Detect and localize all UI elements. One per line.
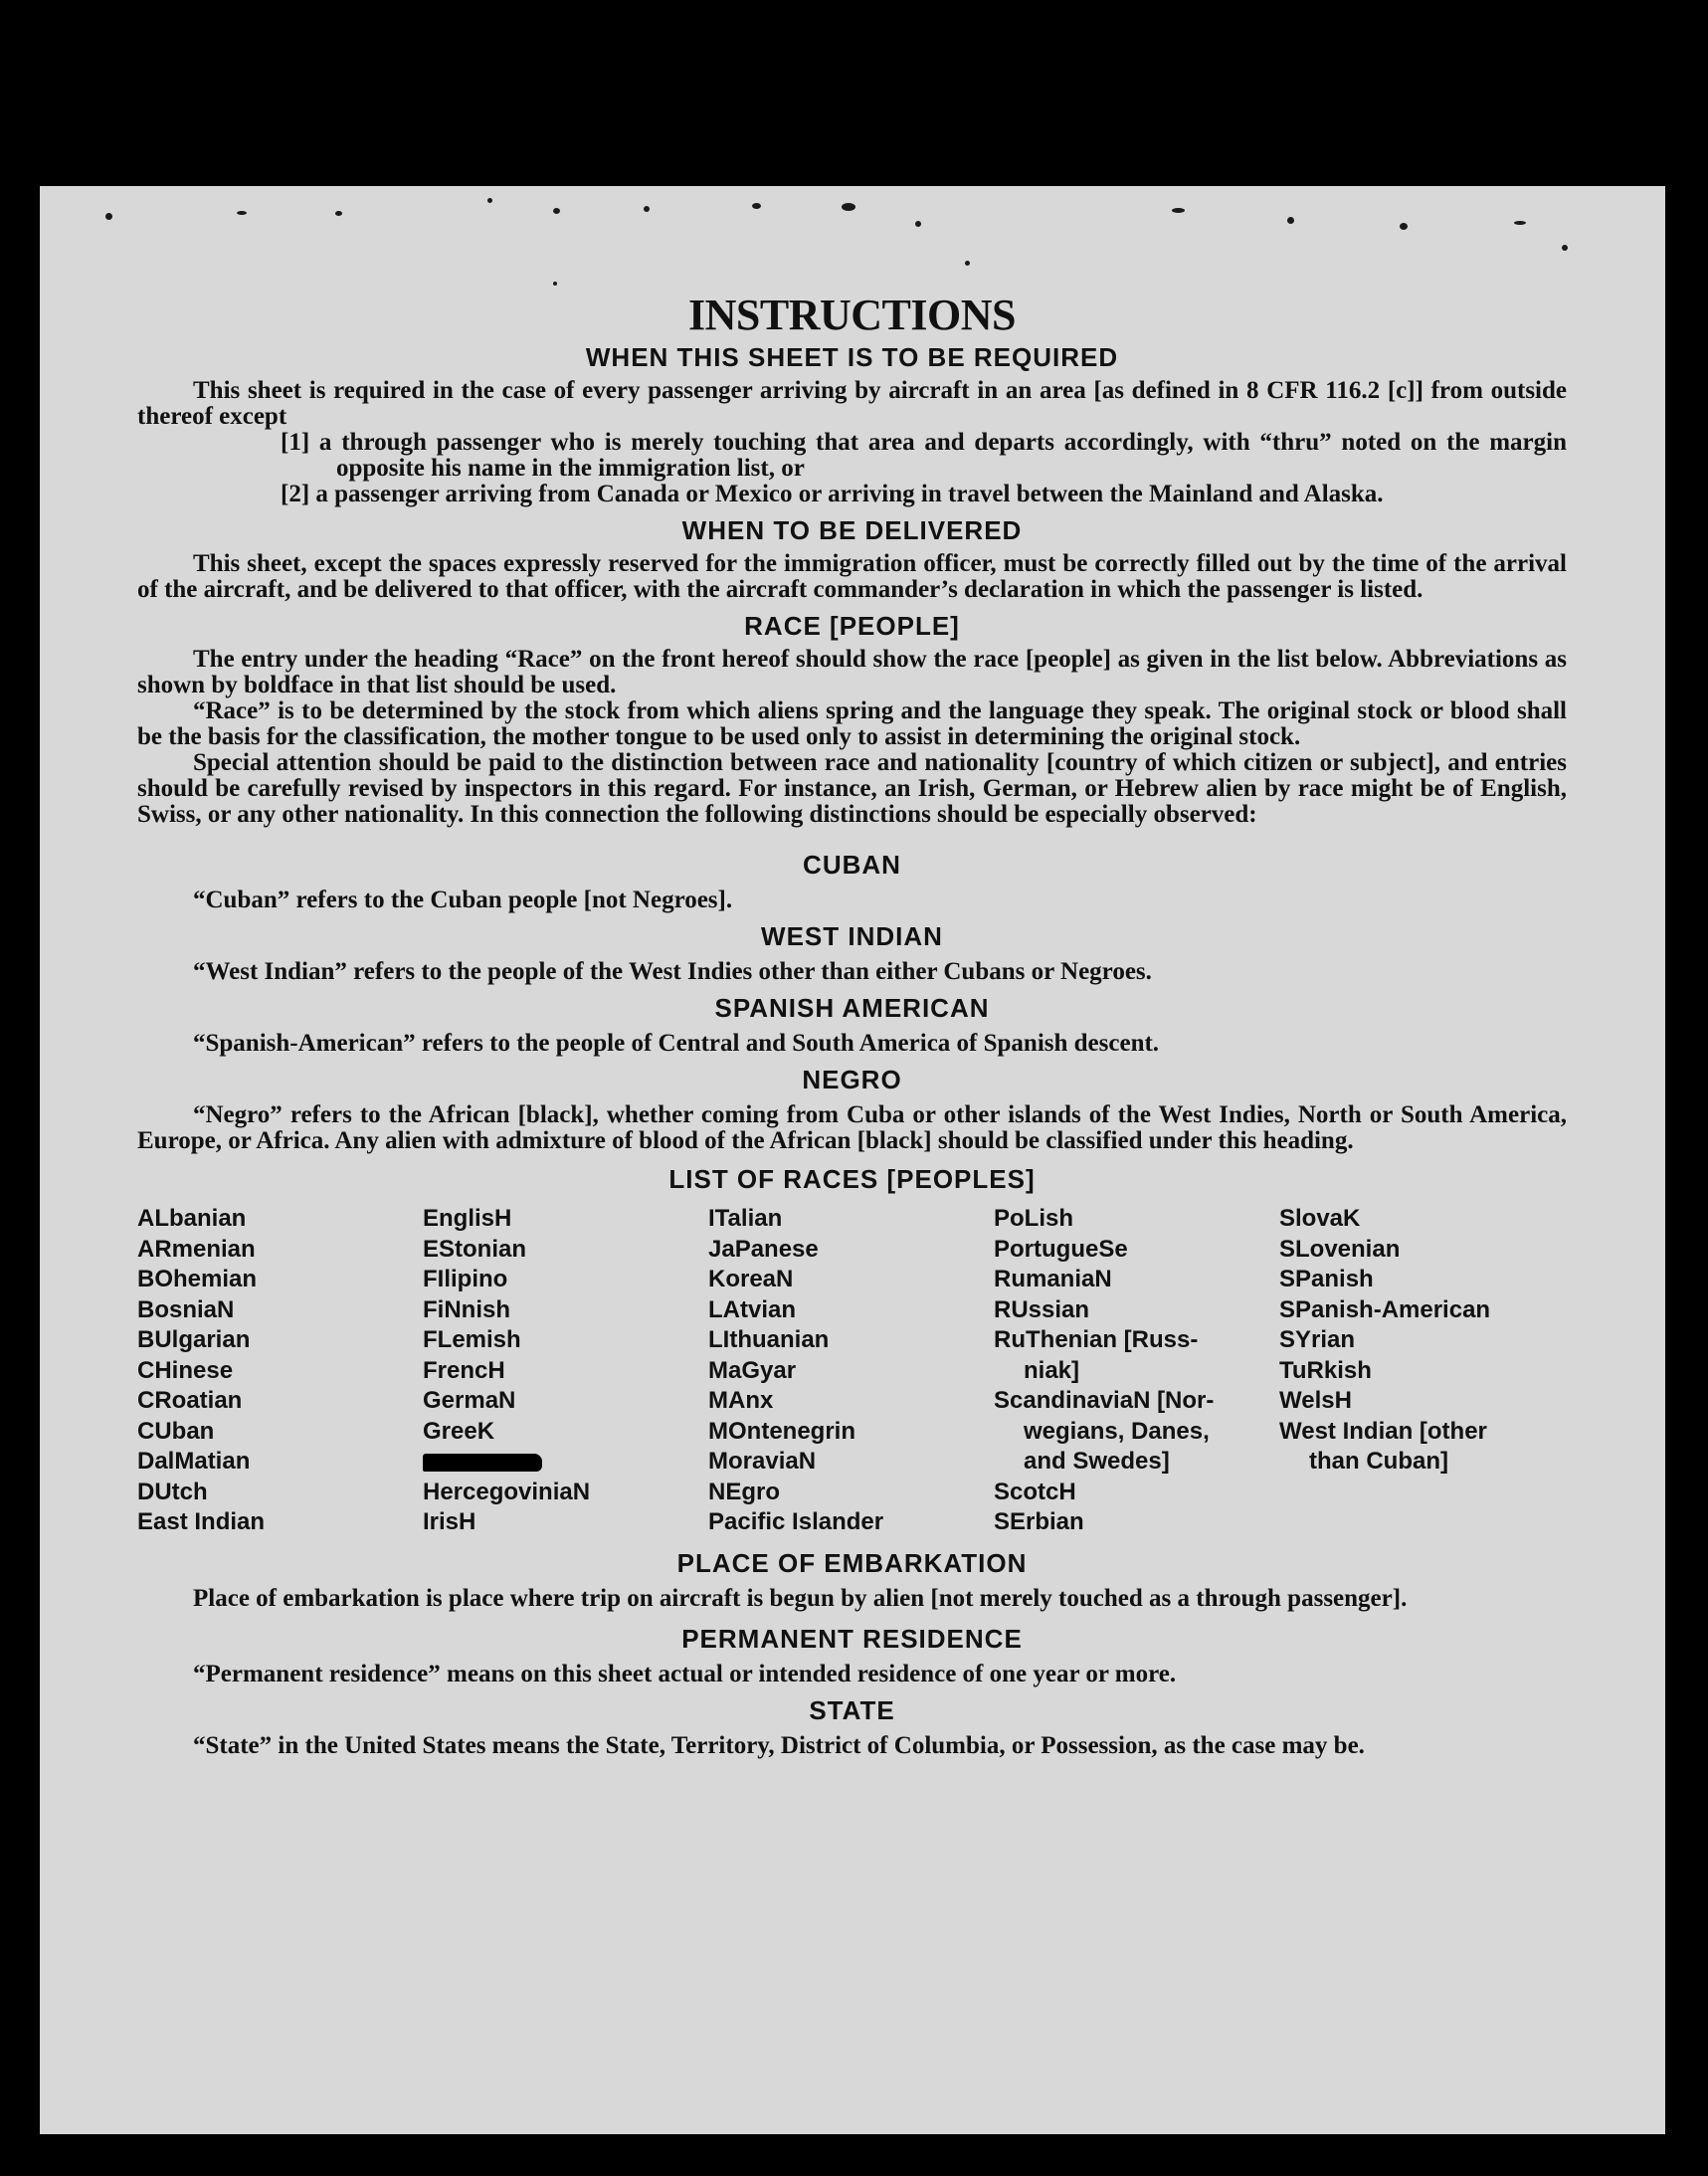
instructions-content <box>137 291 1567 1759</box>
race-item: IrisH <box>423 1508 476 1535</box>
race-item: ALbanian <box>137 1205 247 1232</box>
race-item: ITalian <box>708 1205 783 1232</box>
race-item: PortugueSe <box>994 1235 1128 1263</box>
residence-paragraph: “Permanent residence” means on this sheet actual or intended residence of one year or more. <box>193 1660 1177 1687</box>
race-paragraph-1: The entry under the heading “Race” on the front hereof should show the race [people] as given in the list below. Abbreviations as shown by boldface in that list should be used. <box>137 646 1567 698</box>
race-item-continued: and Swedes] <box>1024 1448 1170 1475</box>
speck <box>1172 208 1185 213</box>
required-item-2: [2] a passenger arriving from Canada or Mexico or arriving in travel between the Mainland and Alaska. <box>281 481 1384 507</box>
race-item: NEgro <box>708 1478 780 1505</box>
speck <box>965 261 970 266</box>
races-table <box>137 1204 1567 1538</box>
document-sheet <box>40 186 1665 2134</box>
race-item: SlovaK <box>1279 1205 1361 1232</box>
section-heading-residence: PERMANENT RESIDENCE <box>681 1623 1023 1654</box>
race-item: LIthuanian <box>708 1326 830 1353</box>
race-item: FIlipino <box>423 1266 508 1292</box>
race-item: DalMatian <box>137 1448 251 1475</box>
speck <box>915 221 921 227</box>
delivered-paragraph: This sheet, except the spaces expressly reserved for the immigration officer, must be correctly filled out by the time of the arrival of the aircraft, and be delivered to that officer, with the aircraft commander’s declaration in which the passenger is listed. <box>137 550 1567 603</box>
speck <box>487 198 492 203</box>
section-heading-state: STATE <box>809 1694 895 1725</box>
race-item: RUssian <box>994 1295 1090 1323</box>
required-intro: This sheet is required in the case of every passenger arriving by aircraft in an area [as defined in 8 CFR 116.2 [c]] from outside thereof except <box>137 377 1567 430</box>
race-item: EnglisH <box>423 1205 512 1232</box>
speck <box>1562 245 1568 251</box>
race-paragraph-2: “Race” is to be determined by the stock from which aliens spring and the language they speak. The original stock or blood shall be the basis for the classification, the mother tongue to be used only to assist in determining the original stock. <box>137 697 1567 750</box>
cuban-paragraph: “Cuban” refers to the Cuban people [not Negroes]. <box>193 887 733 913</box>
race-item: SYrian <box>1279 1326 1356 1353</box>
race-item: FLemish <box>423 1326 521 1353</box>
race-item-continued: wegians, Danes, <box>1024 1417 1210 1445</box>
speck <box>1400 223 1408 230</box>
race-item: East Indian <box>137 1508 266 1535</box>
race-item: KoreaN <box>708 1266 794 1292</box>
state-paragraph: “State” in the United States means the State, Territory, District of Columbia, or Possession, as the case may be. <box>193 1731 1365 1759</box>
race-item: MoraviaN <box>708 1448 817 1475</box>
speck <box>842 203 855 211</box>
redacted-race-item <box>423 1447 708 1478</box>
race-item: GermaN <box>423 1387 516 1414</box>
speck <box>644 206 650 212</box>
section-heading-embarkation: PLACE OF EMBARKATION <box>676 1547 1028 1578</box>
speck <box>105 213 112 220</box>
race-item: GreeK <box>423 1417 495 1445</box>
race-item: FrencH <box>423 1356 505 1384</box>
races-column-1 <box>137 1204 423 1538</box>
section-heading-required: WHEN THIS SHEET IS TO BE REQUIRED <box>585 342 1119 372</box>
race-item: West Indian [other <box>1279 1417 1487 1445</box>
race-item-continued: than Cuban] <box>1309 1448 1448 1475</box>
speck <box>237 211 247 215</box>
race-item: BosniaN <box>137 1295 235 1323</box>
race-item: ScotcH <box>994 1478 1076 1505</box>
race-item: CRoatian <box>137 1387 243 1414</box>
races-column-5 <box>1279 1204 1567 1538</box>
race-item: BUlgarian <box>137 1326 251 1353</box>
speck <box>553 208 560 214</box>
race-item: TuRkish <box>1279 1356 1372 1384</box>
race-item: SPanish-American <box>1279 1295 1491 1323</box>
race-item: RumaniaN <box>994 1266 1112 1292</box>
section-heading-cuban: CUBAN <box>803 850 901 880</box>
race-item-continued: niak] <box>1024 1356 1080 1384</box>
embarkation-paragraph: Place of embarkation is place where trip on aircraft is begun by alien [not merely touched as a through passenger]. <box>193 1584 1408 1612</box>
race-item: SLovenian <box>1279 1235 1401 1263</box>
section-heading-spanish-american: SPANISH AMERICAN <box>714 993 990 1023</box>
race-item: HercegoviniaN <box>423 1478 591 1505</box>
race-item: DUtch <box>137 1478 208 1505</box>
section-heading-race: RACE [PEOPLE] <box>744 611 960 641</box>
race-item: WelsH <box>1279 1387 1352 1414</box>
negro-paragraph: “Negro” refers to the African [black], whether coming from Cuba or other islands of the West Indies, North or South America, Europe, or Africa. Any alien with admixture of blood of the African [black] should be classified under this heading. <box>137 1101 1567 1154</box>
race-item: PoLish <box>994 1205 1074 1232</box>
race-item: BOhemian <box>137 1266 258 1292</box>
speck <box>752 203 761 209</box>
race-item: FiNnish <box>423 1295 510 1323</box>
races-column-4 <box>994 1204 1279 1538</box>
race-paragraph-3: Special attention should be paid to the distinction between race and nationality [country of which citizen or subject], and entries should be carefully revised by inspectors in this regard. For instance, an Irish, German, or Hebrew alien by race might be of English, Swiss, or any other nationality. In this connection the following distinctions should be especially observed: <box>137 749 1567 828</box>
section-heading-negro: NEGRO <box>802 1065 902 1094</box>
race-item: SPanish <box>1279 1266 1374 1292</box>
speck <box>1287 217 1294 224</box>
race-item: MAnx <box>708 1387 774 1414</box>
race-item: MOntenegrin <box>708 1417 855 1445</box>
west-indian-paragraph: “West Indian” refers to the people of the West Indies other than either Cubans or Negroes. <box>193 958 1152 985</box>
race-item: EStonian <box>423 1235 527 1263</box>
race-item: JaPanese <box>708 1235 819 1263</box>
race-item: MaGyar <box>708 1356 797 1384</box>
redaction-mark <box>423 1454 542 1472</box>
races-column-2 <box>423 1204 708 1538</box>
section-heading-delivered: WHEN TO BE DELIVERED <box>681 515 1023 545</box>
required-item-1: [1] a through passenger who is merely touching that area and departs accordingly, with “thru” noted on the margin opposite his name in the immigration list, or <box>281 429 1567 482</box>
race-item: CUban <box>137 1417 215 1445</box>
races-column-3 <box>708 1204 994 1538</box>
race-item: RuThenian [Russ- <box>994 1326 1199 1353</box>
section-heading-races-list: LIST OF RACES [PEOPLES] <box>668 1164 1036 1194</box>
race-item: CHinese <box>137 1356 234 1384</box>
race-item: ARmenian <box>137 1235 256 1263</box>
speck <box>553 282 557 286</box>
speck <box>335 211 342 216</box>
page-title: INSTRUCTIONS <box>688 291 1016 339</box>
spanish-american-paragraph: “Spanish-American” refers to the people of Central and South America of Spanish descent. <box>193 1030 1160 1057</box>
race-item: LAtvian <box>708 1295 797 1323</box>
race-item: Pacific Islander <box>708 1508 884 1535</box>
speck <box>1514 221 1526 225</box>
race-item: ScandinaviaN [Nor- <box>994 1387 1215 1414</box>
section-heading-west-indian: WEST INDIAN <box>761 921 943 951</box>
race-item: SErbian <box>994 1508 1084 1535</box>
